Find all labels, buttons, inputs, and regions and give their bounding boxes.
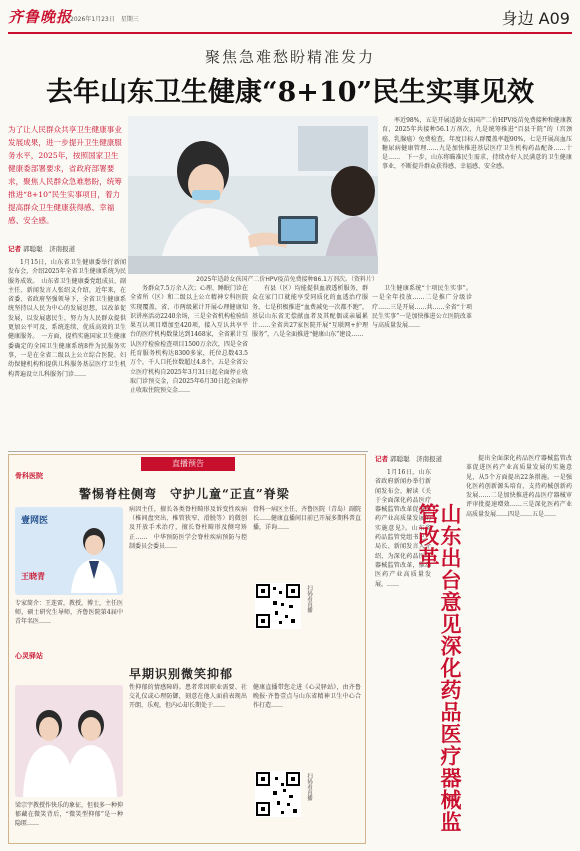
- column-2-text: 务群众7.5万余人次；心理、睡眠门诊在全省所（区）和二级以上公立精神专科医院实现覆盖，省、市两级累计开展心理健康知识讲座活动2240余场，三是全省机构检验结果互认项目增加至420项，接入互认共享平台的医疗机构数量达到1468家，全省累计互认医疗检验检查项目1500万余次，四是全省托育服务机构达8300多家，托位总数43.5万个，千人口托位数超过4.8个，五是全省公立医疗机构自2025年3月31日起全面停止收取门诊预交金，自2025年6月30日起全面停止收取住院预交金……: [130, 285, 248, 395]
- article-headline: 去年山东卫生健康“8+10”民生实事见效: [45, 77, 535, 108]
- vaccination-photo-icon: [128, 116, 378, 274]
- side-byline-label: 记者: [375, 455, 388, 463]
- article-column-1: [8, 258, 126, 448]
- byline-label: 记者: [8, 245, 21, 253]
- ad-section-1: 骨科医院: [15, 472, 43, 480]
- section-divider: [8, 451, 368, 452]
- newspaper-logo: 齐鲁晚报: [8, 8, 73, 26]
- qr-label-1: 扫码看直播: [306, 585, 312, 613]
- ad-section-2: 心灵驿站: [15, 652, 43, 660]
- article-photo: [128, 116, 378, 274]
- issue-date: 2026年1月23日 星期三: [70, 16, 139, 23]
- side-byline: [375, 454, 442, 463]
- qr-code-icon: [255, 771, 301, 817]
- expert-2-card: [15, 685, 123, 797]
- ad-text-1: 病因主任，擅长各类脊柱畸形及诉变性疾病（椎间盘突出、椎管狭窄、滑脱等）的微创及开放手术治疗，擅长脊柱畸形及侧弯矫正…… 中华预防医学会脊柱疾病预防与控制委员会委员……: [129, 506, 247, 550]
- masthead-rule: [8, 32, 572, 34]
- article-lead-text: 为了让人民群众共享卫生健康事业发展成果，进一步提升卫生健康服务水平，2025年，按照国家卫生健康委部署要求，省政府部署要求，聚焦人民群众急难愁盼，统筹推进“8+10”民生实事项目，着力提高群众卫生健康获得感、幸福感、安全感。: [8, 125, 122, 225]
- article-column-3: [252, 284, 368, 448]
- article-column-2: [130, 284, 248, 448]
- livestream-ad: [8, 454, 366, 844]
- expert-1-card: [15, 507, 123, 595]
- ad-tag: 直播预告: [141, 457, 235, 471]
- expert-2-note: 梁宗宇教授作快乐的象征，但很多一种抑郁藏在微笑背后，“微笑型抑郁”是一种隐匿……: [15, 802, 123, 828]
- column-3-text: 有县（区）均能提供血液透析服务，群众在家门口就能享受同质化的血透治疗服务，七是积极推进“血费减免一次都不跑”，基层山东省无偿献血者及其配偶或亲属累计……全省共27家医院开展“互联网+护理服务”，八是全面推进“健康山东”建设……: [252, 285, 368, 339]
- column-4-text: 卫生健康系统“十项民生实事”。一是全年投放……二是推广分级诊疗……三是开展……共……全省“十项民生实事”一是加快推进公立医院改革与高质量发展……: [372, 285, 472, 330]
- ad-text-3: 性抑郁的情感障碍。患者常因职业需要、社交礼仪或心理防御，刻意在他人面前表现出开朗、乐观，但内心却长期处于……: [129, 684, 247, 710]
- ad-title-1: 警惕脊柱侧弯 守护儿童“正直”脊梁: [79, 487, 290, 501]
- side-column-2-text: 提出全面深化药品医疗器械监管改革促进医药产业高质量发展的实施意见，从5个方面提出22条措施。一是强化医药创新源头培育，支持药械创新药发展……二是加快推进药品医疗器械审评审批提速增效……三是深化医药产业高质量发展……四是……五是……: [466, 455, 572, 518]
- qr-code-icon: [255, 583, 301, 629]
- side-byline-names: 郭聪聪 济南报道: [390, 455, 443, 463]
- qr-code-2[interactable]: [255, 771, 301, 817]
- masthead: [0, 0, 580, 34]
- doctors-portrait-icon: [15, 685, 123, 797]
- article-kicker: 聚焦急难愁盼精准发力: [204, 48, 375, 66]
- photo-caption: 2025年适龄女孩国产二价HPV疫苗免费接种86.1万剂次。（资料片）: [196, 276, 378, 283]
- ad-title-2: 早期识别微笑抑郁: [129, 667, 234, 681]
- byline-names: 郭聪聪 济南报道: [23, 245, 76, 253]
- article-lead: [8, 123, 124, 225]
- ad-text-2: 骨科一病区主任、齐鲁医院（青岛）副院长……健康直播间目前已开展多期科普直播，详询……: [253, 506, 361, 532]
- byline: [8, 244, 75, 253]
- side-column-1-text: 1月16日，山东省政府新闻办举行新闻发布会，解读《关于全面深化药品医疗器械监管改革促进医药产业高质量发展的实施意见》。山东省药品监管党组书记、局长、新闻发言人介绍，为深化药品医疗器械监管改革，推动医药产业高质量发展，……: [375, 469, 431, 588]
- column-1-text: 1月15日，山东省卫生健康委举行新闻发布会，介绍2025年全省卫生健康系统为民服务成效。 山东省卫生健康委党组成员、副主任、新闻发言人张绍义介绍，近年来，在省委、省政府坚强领导下，全省卫生健康系统坚持以人民为中心的发展思想，以改革促发展，以发展惠民生，努力为人民群众提供更加公平可及、系统连续、优质高效的卫生健康服务。 一方面，提档实施国家卫生健康委确定的全国卫生健康系统8件为民服务实事，一是在全省二级以上公立综合医院、妇幼保健机构和提供儿科服务基层医疗卫生机构普遍设立儿科服务门诊……: [8, 259, 126, 378]
- qr-label-2: 扫码看直播: [306, 773, 312, 801]
- column-5-text: 率近98%，五是开展适龄女孩国产二价HPV疫苗免费接种和健康教育，2025年共接种56.1万剂次，九是统筹推进“百县千院”的（宫颈癌、乳腺癌）免费检查，年度目标人群覆盖率超90%，七是开展高血压糖尿病健康管理……九是加快推进基层医疗卫生机构药品配备……十是…… 下一步，山东将瞄准民生需求，持续办好人民满意的卫生健康事业，不断提升群众获得感、幸福感、安全感。: [382, 117, 572, 171]
- side-headline: 山东出台意见深化药品医疗器械监管改革: [416, 503, 463, 833]
- expert-1-brand: 壹网医: [21, 516, 49, 526]
- doctor-portrait-icon: [69, 523, 119, 593]
- ad-text-4: 健康直播带您走进《心灵驿站》，由齐鲁晚报·齐鲁壹点与山东省精神卫生中心合作打造……: [253, 684, 361, 710]
- side-column-2: [466, 454, 572, 844]
- section-page-label: 身边 A09: [501, 9, 570, 28]
- qr-code-1[interactable]: [255, 583, 301, 629]
- expert-1-name: 王晓青: [21, 571, 45, 581]
- expert-1-note: 专家简介：王连雷，教授，博士，主任医师，硕士研究生导师，齐鲁医院第4届中青年名医……: [15, 600, 123, 626]
- article-column-5: [382, 116, 572, 448]
